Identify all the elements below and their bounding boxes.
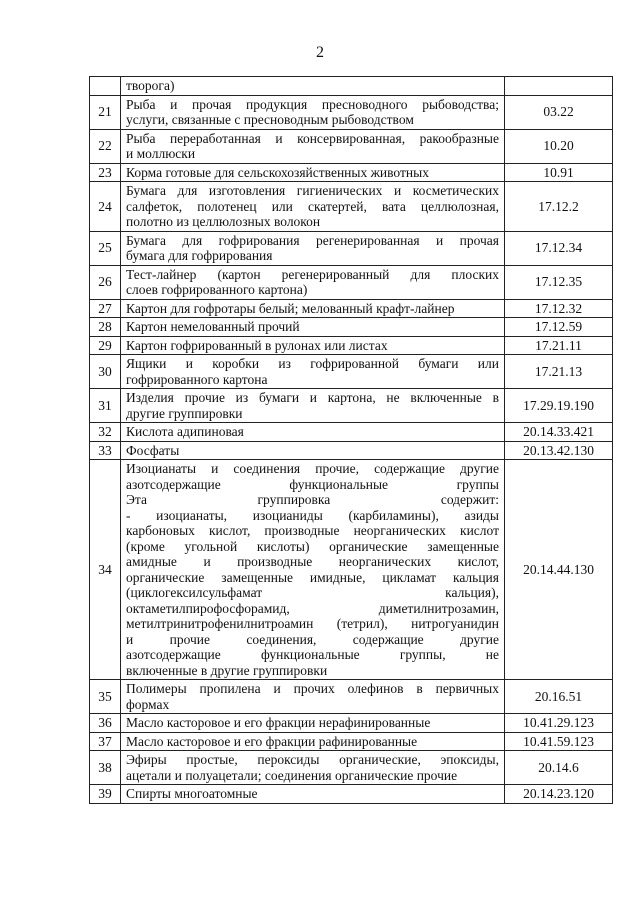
okpd-code: 20.14.44.130: [505, 460, 613, 680]
product-name: [121, 441, 505, 460]
product-name: [121, 389, 505, 423]
okpd-code: 17.29.19.190: [505, 389, 613, 423]
row-number: 25: [90, 231, 121, 265]
okpd-code: 17.12.32: [505, 299, 613, 318]
table-row: [90, 441, 613, 460]
okpd-code: 20.16.51: [505, 680, 613, 714]
product-name: [121, 336, 505, 355]
product-name-line: Фосфаты: [126, 442, 180, 458]
table-row: [90, 785, 613, 804]
product-name: [121, 182, 505, 232]
product-name-line: Картон гофрированный в рулонах или листах: [126, 337, 388, 353]
okpd-code: [505, 77, 613, 96]
product-name-line: и прочие соединения, содержащие другие: [126, 631, 499, 647]
product-name-line: Картон для гофротары белый; мелованный крафт-лайнер: [126, 300, 455, 316]
okpd-code: 10.91: [505, 163, 613, 182]
row-number: 36: [90, 714, 121, 733]
product-name-line: Масло касторовое и его фракции нерафинированные: [126, 715, 431, 730]
product-name: [121, 460, 505, 680]
table-row: [90, 318, 613, 337]
okpd-code: 10.41.59.123: [505, 732, 613, 751]
okpd-code: 17.12.35: [505, 265, 613, 299]
okpd-code: 20.14.33.421: [505, 423, 613, 442]
product-name-line: азотсодержащие функциональные группы, не: [126, 647, 499, 662]
table-row: [90, 460, 613, 680]
row-number: 28: [90, 318, 121, 337]
product-name-line: слоев гофрированного картона): [126, 282, 308, 297]
product-name: [121, 77, 505, 96]
row-number: 24: [90, 182, 121, 232]
table-row: [90, 714, 613, 733]
row-number: 27: [90, 299, 121, 318]
product-name: [121, 163, 505, 182]
product-name: [121, 751, 505, 785]
product-name-line: услуги, связанные с пресноводным рыбоводством: [126, 112, 414, 127]
row-number: 38: [90, 751, 121, 785]
table-row: [90, 163, 613, 182]
okpd-code: 20.14.23.120: [505, 785, 613, 804]
okpd-code: 10.41.29.123: [505, 714, 613, 733]
product-name-line: метилтринитрофенилнитроамин (тетрил), нитрогуанидин: [126, 616, 499, 631]
row-number: 22: [90, 129, 121, 163]
product-name: [121, 732, 505, 751]
product-name-line: (циклогексилсульфамат кальция),: [126, 585, 499, 600]
row-number: 26: [90, 265, 121, 299]
product-name-line: (кроме угольной кислоты) органические замещенные: [126, 538, 499, 554]
product-name-line: полотно из целлюлозных волокон: [126, 214, 321, 229]
product-name-line: Изделия прочие из бумаги и картона, не включенные в: [126, 390, 499, 405]
product-name-line: Ящики и коробки из гофрированной бумаги или: [126, 356, 499, 371]
row-number: 33: [90, 441, 121, 460]
table-row: [90, 680, 613, 714]
product-name: [121, 95, 505, 129]
okpd-code: 20.13.42.130: [505, 441, 613, 460]
product-name-line: и моллюски: [126, 146, 196, 161]
product-name-line: органические замещенные имидные, цикламат кальция: [126, 569, 499, 585]
row-number: 21: [90, 95, 121, 129]
product-name-line: Масло касторовое и его фракции рафинированные: [126, 733, 418, 749]
table-row: [90, 95, 613, 129]
table-row: [90, 129, 613, 163]
product-name-line: творога): [126, 78, 175, 93]
table-row: [90, 299, 613, 318]
table-row: [90, 389, 613, 423]
product-name-line: Корма готовые для сельскохозяйственных животных: [126, 164, 429, 180]
product-name-line: бумага для гофрирования: [126, 248, 273, 263]
product-name-line: Полимеры пропилена и прочих олефинов в первичных: [126, 681, 499, 696]
product-name-line: азотсодержащие функциональные группы: [126, 476, 499, 492]
product-name: [121, 129, 505, 163]
product-name-line: ацетали и полуацетали; соединения органические прочие: [126, 767, 458, 783]
table-row: [90, 732, 613, 751]
row-number: 34: [90, 460, 121, 680]
product-name: [121, 355, 505, 389]
row-number: 37: [90, 732, 121, 751]
product-name-line: формах: [126, 696, 170, 712]
product-name-line: Эта группировка содержит:: [126, 492, 499, 507]
product-name-line: Бумага для гофрирования регенерированная и прочая: [126, 232, 499, 248]
okpd-code: 17.12.59: [505, 318, 613, 337]
okpd-code: 17.12.34: [505, 231, 613, 265]
okpd-code: 10.20: [505, 129, 613, 163]
row-number: 32: [90, 423, 121, 442]
product-name-line: включенные в другие группировки: [126, 662, 328, 678]
table-row: [90, 231, 613, 265]
okpd-code: 17.21.13: [505, 355, 613, 389]
row-number: 30: [90, 355, 121, 389]
product-name: [121, 265, 505, 299]
table-row: [90, 182, 613, 232]
table-row: [90, 423, 613, 442]
product-name-line: Рыба и прочая продукция пресноводного рыбоводства;: [126, 96, 499, 112]
okpd-code: 20.14.6: [505, 751, 613, 785]
okpd-code: 17.12.2: [505, 182, 613, 232]
product-name-line: Картон немелованный прочий: [126, 319, 300, 334]
table-row: [90, 355, 613, 389]
table-row: [90, 336, 613, 355]
row-number: 23: [90, 163, 121, 182]
product-name-line: Спирты многоатомные: [126, 786, 258, 801]
product-code-table: [89, 76, 613, 804]
product-name: [121, 423, 505, 442]
row-number: 31: [90, 389, 121, 423]
product-name-line: Тест-лайнер (картон регенерированный для плоских: [126, 266, 499, 282]
row-number: 39: [90, 785, 121, 804]
product-name-line: Рыба переработанная и консервированная, ракообразные: [126, 130, 499, 146]
product-name-line: Кислота адипиновая: [126, 424, 244, 439]
row-number: 29: [90, 336, 121, 355]
table-row: [90, 77, 613, 96]
product-name-line: Эфиры простые, пероксиды органические, эпоксиды,: [126, 752, 499, 767]
product-name: [121, 714, 505, 733]
product-name-line: салфеток, полотенец или скатертей, вата целлюлозная,: [126, 198, 499, 214]
product-name-line: - изоцианаты, изоцианиды (карбиламины), азиды: [126, 507, 499, 523]
table-row: [90, 265, 613, 299]
table-body: [90, 77, 613, 804]
product-name-line: амидные и производные неорганических кислот,: [126, 554, 499, 569]
product-name: [121, 318, 505, 337]
product-name-line: гофрированного картона: [126, 371, 268, 387]
product-name-line: карбоновых кислот, производные неорганических кислот: [126, 523, 499, 538]
page-number: 2: [316, 44, 324, 61]
product-name: [121, 231, 505, 265]
product-name: [121, 785, 505, 804]
product-name: [121, 299, 505, 318]
product-name-line: Бумага для изготовления гигиенических и косметических: [126, 183, 499, 198]
row-number: 35: [90, 680, 121, 714]
product-name-line: Изоцианаты и соединения прочие, содержащие другие: [126, 461, 499, 476]
okpd-code: 17.21.11: [505, 336, 613, 355]
table-row: [90, 751, 613, 785]
product-name-line: октаметилпирофосфорамид, диметилнитрозамин,: [126, 600, 499, 616]
product-name-line: другие группировки: [126, 405, 243, 421]
product-name: [121, 680, 505, 714]
row-number: [90, 77, 121, 96]
okpd-code: 03.22: [505, 95, 613, 129]
